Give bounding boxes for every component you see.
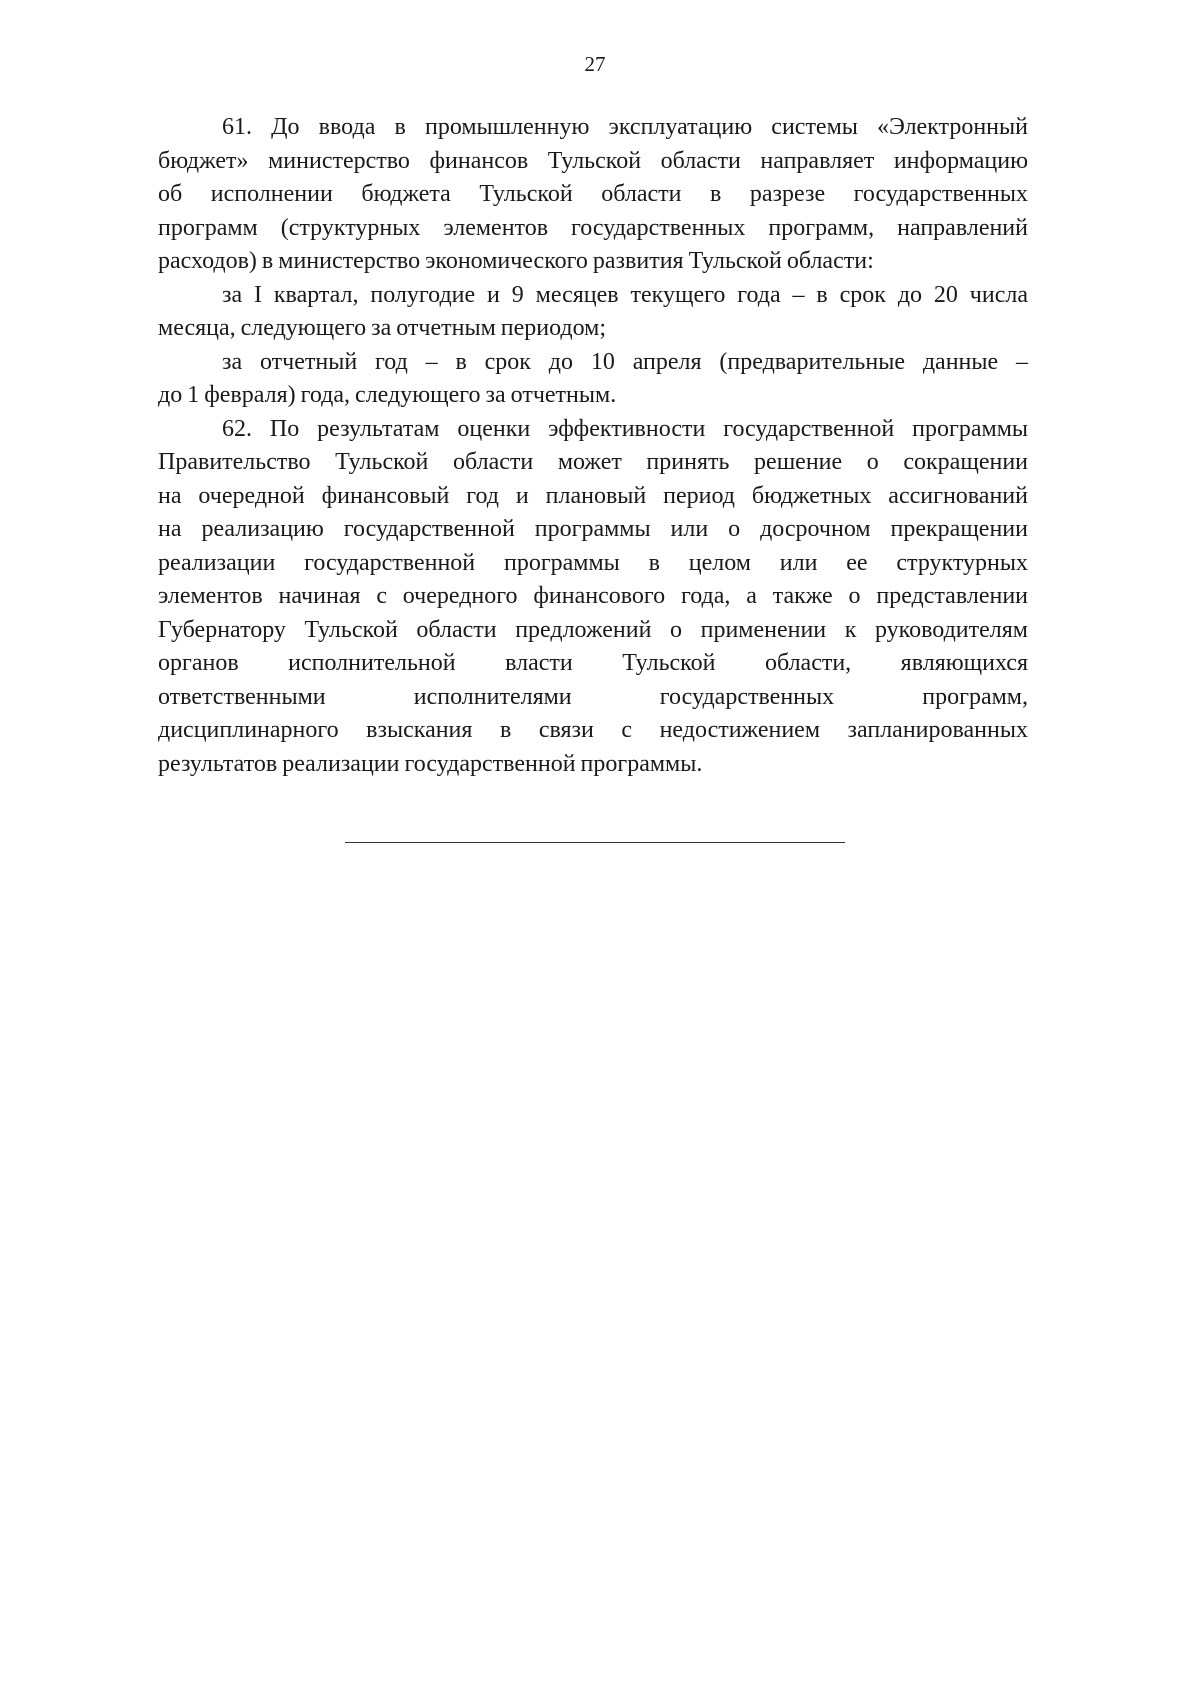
- text-line: органов исполнительной власти Тульской области, являющихся: [158, 650, 1028, 676]
- document-body: [158, 111, 1028, 781]
- text-line: программ (структурных элементов государственных программ, направлений: [158, 214, 1028, 241]
- text-line: расходов) в министерство экономического развития Тульской области:: [158, 248, 874, 274]
- text-line: ответственными исполнителями государственных программ,: [158, 683, 1028, 710]
- text-line: бюджет» министерство финансов Тульской области направляет информацию: [158, 147, 1028, 174]
- text-line: за I квартал, полугодие и 9 месяцев текущего года – в срок до 20 числа: [222, 281, 1028, 308]
- text-line: об исполнении бюджета Тульской области в разрезе государственных: [158, 181, 1028, 207]
- text-line: результатов реализации государственной программы.: [158, 750, 703, 777]
- text-line: дисциплинарного взыскания в связи с недостижением запланированных: [158, 717, 1028, 743]
- text-line: за отчетный год – в срок до 10 апреля (предварительные данные –: [222, 348, 1028, 375]
- text-line: на очередной финансовый год и плановый период бюджетных ассигнований: [158, 482, 1028, 509]
- text-line: 62. По результатам оценки эффективности государственной программы: [222, 415, 1028, 442]
- text-line: реализации государственной программы в целом или ее структурных: [158, 549, 1028, 576]
- text-line: до 1 февраля) года, следующего за отчетным.: [158, 382, 617, 408]
- end-separator-line: [345, 842, 845, 843]
- text-line: месяца, следующего за отчетным периодом;: [158, 315, 607, 341]
- text-line: элементов начиная с очередного финансового года, а также о представлении: [158, 583, 1028, 609]
- text-line: 61. До ввода в промышленную эксплуатацию системы «Электронный: [222, 114, 1028, 140]
- text-line: Правительство Тульской области может принять решение о сокращении: [158, 449, 1028, 475]
- text-line: Губернатору Тульской области предложений о применении к руководителям: [158, 616, 1028, 643]
- text-line: на реализацию государственной программы или о досрочном прекращении: [158, 516, 1028, 542]
- page-number: 27: [584, 52, 606, 76]
